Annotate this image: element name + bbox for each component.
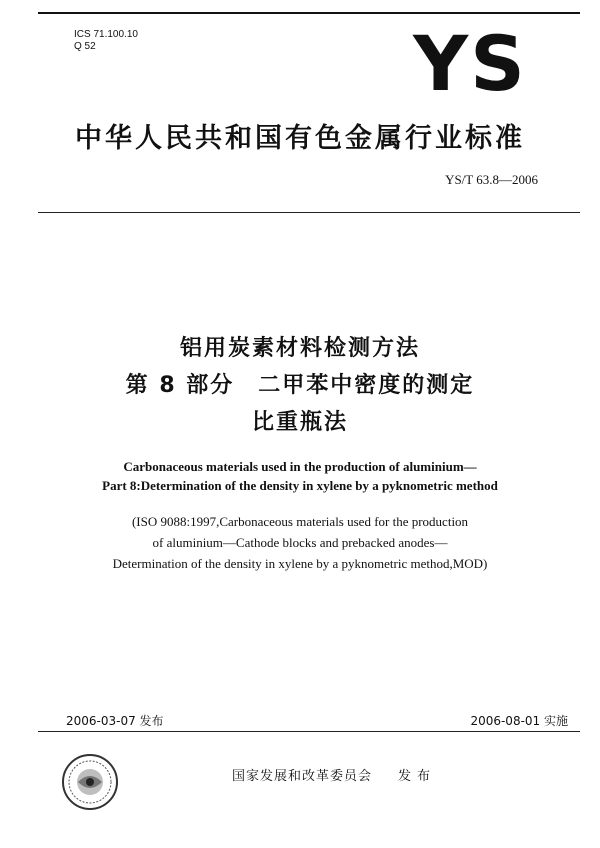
- ys-logo: [400, 24, 540, 104]
- title-cn-line1: 铝用炭素材料检测方法: [179, 336, 420, 361]
- title-cn-line3: 比重瓶法: [251, 410, 348, 435]
- iso-reference-line3: Determination of the density in xylene by a pyknometric method,MOD): [112, 556, 488, 571]
- title-cn-line2: 第 8 部分 二甲苯中密度的测定: [125, 373, 475, 398]
- issuer-action: 发布: [398, 769, 437, 784]
- ccs-code: Q 52: [74, 41, 96, 52]
- standard-number: YS/T 63.8—2006: [445, 172, 538, 187]
- official-seal-icon: [60, 752, 120, 812]
- iso-reference-line1: (ISO 9088:1997,Carbonaceous materials used for the production: [131, 514, 469, 529]
- header-rule: [38, 212, 580, 213]
- footer-rule: [38, 731, 580, 732]
- top-rule: [38, 12, 580, 14]
- published-date: 2006-03-07 发布: [66, 714, 164, 728]
- ys-logo-text: YS: [413, 24, 527, 104]
- implemented-date: 2006-08-01 实施: [470, 714, 568, 728]
- title-en-line2: Part 8:Determination of the density in xylene by a pyknometric method: [102, 478, 498, 493]
- org-title: 中华人民共和国有色金属行业标准: [75, 123, 525, 154]
- title-en-line1: Carbonaceous materials used in the production of aluminium—: [123, 459, 477, 474]
- ics-code: ICS 71.100.10: [74, 29, 138, 40]
- iso-reference-line2: of aluminium—Cathode blocks and prebacked anodes—: [152, 535, 448, 550]
- issuer-name: 国家发展和改革委员会: [232, 769, 373, 784]
